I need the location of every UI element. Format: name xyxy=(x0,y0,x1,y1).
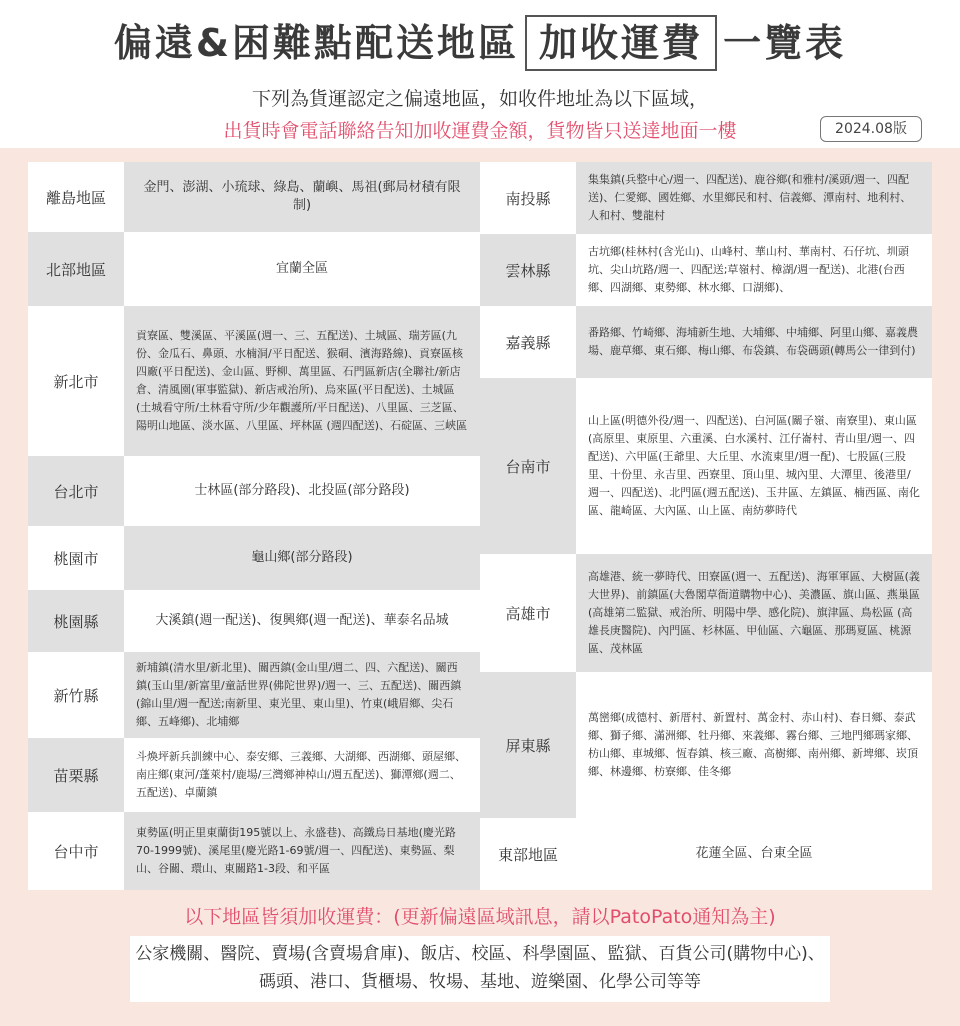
region-label: 屏東縣 xyxy=(480,672,576,818)
region-text: 大溪鎮(週一配送)、復興鄉(週一配送)、華泰名品城 xyxy=(124,590,480,652)
region-label: 離島地區 xyxy=(28,162,124,232)
region-text: 山上區(明德外役/週一、四配送)、白河區(關子嶺、南寮里)、東山區(高原里、東原里、六重溪、白水溪村、江仔崙村、青山里/週一、四配送)、六甲區(王爺里、大丘里、水流東里/週一配)、七股區(三股里、十份里、永吉里、西寮里、頂山里、城內里、大潭里、後港里/週一、四配送)、北門區(週五配送)、玉井區、左鎮區、楠西區、南化區、龍崎區、大內區、山上區、南紡夢時代 xyxy=(576,378,932,554)
footer-line-1: 公家機關、醫院、賣場(含賣場倉庫)、飯店、校區、科學園區、監獄、百貨公司(購物中心)、 xyxy=(135,944,825,964)
region-label: 台中市 xyxy=(28,812,124,890)
region-label: 北部地區 xyxy=(28,232,124,306)
region-text: 金門、澎湖、小琉球、綠島、蘭嶼、馬祖(郵局材積有限制) xyxy=(124,162,480,232)
region-text: 貢寮區、雙溪區、平溪區(週一、三、五配送)、土城區、瑞芳區(九份、金瓜石、鼻頭、水楠洞/平日配送、猴硐、濱海路線)、貢寮區核四廠(平日配送)、金山區、野柳、萬里區、石門區新店(全聯社/新店倉、清風園(軍事監獄)、新店戒治所)、烏來區(平日配送)、土城區(土城看守所/土林看守所/少年觀護所/平日配送)、八里區、三芝區、陽明山地區、淡水區、八里區、坪林區 (週四配送)、石碇區、三峽區 xyxy=(124,306,480,456)
region-label: 台北市 xyxy=(28,456,124,526)
region-label: 苗栗縣 xyxy=(28,738,124,812)
title-part1: 偏遠&困難點配送地區 xyxy=(113,21,520,65)
region-text: 士林區(部分路段)、北投區(部分路段) xyxy=(124,456,480,526)
region-text: 宜蘭全區 xyxy=(124,232,480,306)
region-label: 桃園縣 xyxy=(28,590,124,652)
region-label: 桃園市 xyxy=(28,526,124,590)
region-text: 萬巒鄉(成德村、新厝村、新置村、萬金村、赤山村)、春日鄉、泰武鄉、獅子鄉、滿洲鄉、牡丹鄉、來義鄉、霧台鄉、三地門鄉瑪家鄉、枋山鄉、車城鄉、恆春鎮、核三廠、高樹鄉、南州鄉、新埤鄉、崁頂鄉、林邊鄉、枋寮鄉、佳冬鄉 xyxy=(576,672,932,818)
subtitle-line-2: 出貨時會電話聯絡告知加收運費金額，貨物皆只送達地面一樓 xyxy=(223,120,737,142)
region-label: 嘉義縣 xyxy=(480,306,576,378)
region-label: 南投縣 xyxy=(480,162,576,234)
region-label: 東部地區 xyxy=(480,818,576,890)
region-text: 斗煥坪新兵訓練中心、泰安鄉、三義鄉、大湖鄉、西湖鄉、頭屋鄉、南庄鄉(東河/蓬萊村/鹿場/三灣鄉神棹山/週五配送)、獅潭鄉(週二、五配送)、卓蘭鎮 xyxy=(124,738,480,812)
region-label: 新竹縣 xyxy=(28,652,124,738)
region-text: 龜山鄉(部分路段) xyxy=(124,526,480,590)
region-text: 花蓮全區、台東全區 xyxy=(576,818,932,890)
version-badge: 2024.08版 xyxy=(820,116,922,142)
footer-title: 以下地區皆須加收運費：(更新偏遠區域訊息，請以PatoPato通知為主) xyxy=(184,906,776,928)
region-text: 高雄港、統一夢時代、田寮區(週一、五配送)、海軍軍區、大樹區(義大世界)、前鎮區(大魯閣草衙道購物中心)、美濃區、旗山區、燕巢區(高雄第二監獄、戒治所、明陽中學、感化院)、旗津區、鳥松區 (高雄長庚醫院)、內門區、杉林區、甲仙區、六龜區、那瑪夏區、桃源區、茂林區 xyxy=(576,554,932,672)
page-title xyxy=(0,12,960,71)
region-text: 東勢區(明正里東蘭街195號以上、永盛巷)、高鐵烏日基地(慶光路70-1999號)、溪尾里(慶光路1-69號/週一、四配送)、東勢區、梨山、谷關、環山、東關路1-3段、和平區 xyxy=(124,812,480,890)
footer-box xyxy=(130,936,830,1002)
region-label: 台南市 xyxy=(480,378,576,554)
subtitle-line-1: 下列為貨運認定之偏遠地區，如收件地址為以下區域， xyxy=(251,88,708,110)
region-text: 集集鎮(兵整中心/週一、四配送)、鹿谷鄉(和雅村/溪頭/週一、四配送)、仁愛鄉、國姓鄉、水里鄉民和村、信義鄉、潭南村、地利村、人和村、雙龍村 xyxy=(576,162,932,234)
region-text: 番路鄉、竹崎鄉、海埔新生地、大埔鄉、中埔鄉、阿里山鄉、嘉義農場、鹿草鄉、東石鄉、梅山鄉、布袋鎮、布袋碼頭(轉馬公一律到付) xyxy=(576,306,932,378)
region-label: 雲林縣 xyxy=(480,234,576,306)
region-label: 高雄市 xyxy=(480,554,576,672)
title-boxed: 加收運費 xyxy=(525,15,717,71)
region-text: 新埔鎮(清水里/新北里)、關西鎮(金山里/週二、四、六配送)、關西鎮(玉山里/新富里/童話世界(佛陀世界)/週一、三、五配送)、關西鎮(錦山里/週一配送;南新里、東光里、東山里)、竹東(峨眉鄉、尖石鄉、五峰鄉)、北埔鄉 xyxy=(124,652,480,738)
footer-line-2: 碼頭、港口、貨櫃場、牧場、基地、遊樂園、化學公司等等 xyxy=(259,972,701,992)
region-text: 古坑鄉(桂林村(含光山)、山峰村、華山村、華南村、石仔坑、圳頭坑、尖山坑路/週一、四配送;草嶺村、樟湖/週一配送)、北港(台西鄉、四湖鄉、東勢鄉、林水鄉、口湖鄉)、 xyxy=(576,234,932,306)
region-label: 新北市 xyxy=(28,306,124,456)
title-part3: 一覽表 xyxy=(723,21,847,65)
